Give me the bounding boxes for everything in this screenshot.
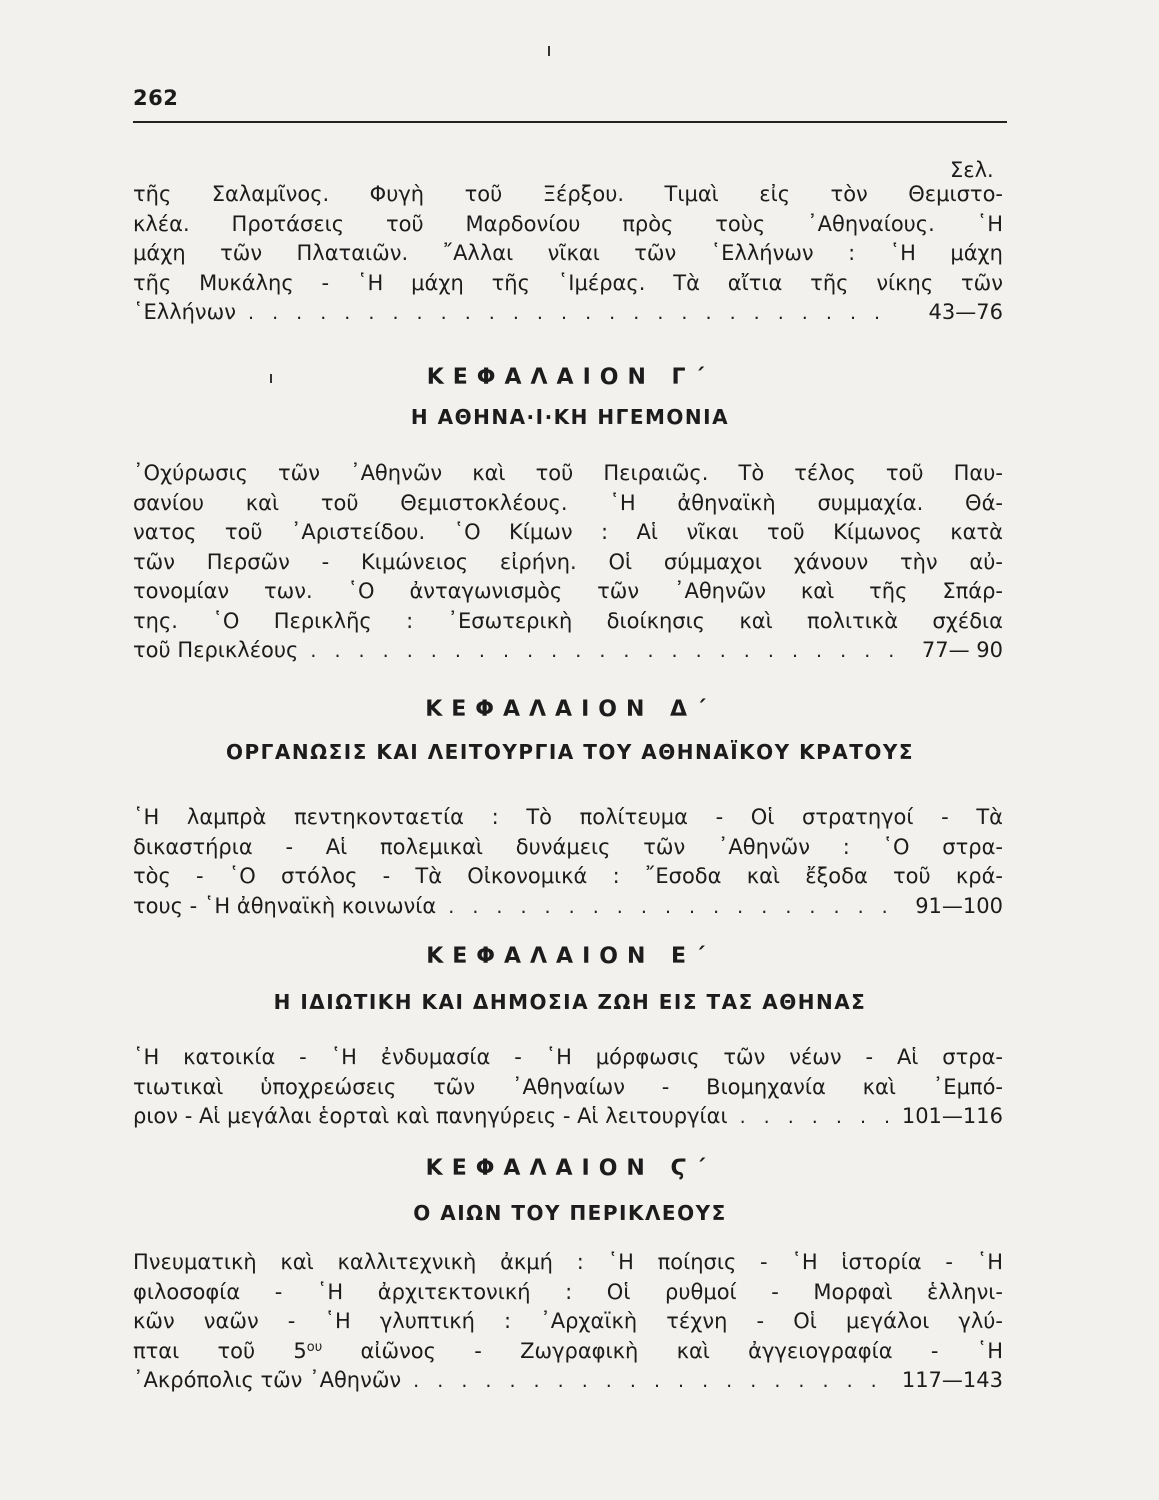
page-range: 117—143: [901, 1368, 1003, 1392]
entry-text-line: σανίου καὶ τοῦ Θεμιστοκλέους. ῾Η ἀθηναϊκὴ συμμαχία. Θά-: [133, 490, 1003, 515]
dot-leader: [413, 1367, 894, 1397]
margin-tick-mark: [548, 46, 550, 56]
toc-entry-epsilon: [133, 1043, 1003, 1132]
entry-text-line: μάχη τῶν Πλαταιῶν. ῎Αλλαι νῖκαι τῶν ῾Ελλήνων : ῾Η μάχη: [133, 241, 1003, 265]
entry-text-line: τῶν Περσῶν - Κιμώνειος εἰρήνη. Οἱ σύμμαχοι χάνουν τὴν αὐ-: [133, 549, 1003, 574]
page-range: 43—76: [928, 300, 1003, 324]
entry-text: ᾿Ακρόπολις τῶν ᾿Αθηνῶν: [133, 1368, 402, 1392]
entry-text-line: δικαστήρια - Αἱ πολεμικαὶ δυνάμεις τῶν ᾿Αθηνῶν : ῾Ο στρα-: [133, 834, 1003, 859]
entry-last-line: [133, 1366, 1003, 1396]
page-number: 262: [133, 86, 179, 110]
dot-leader: [448, 893, 895, 923]
entry-text-line: [133, 1337, 1003, 1367]
chapter-heading-stigma: ΚΕΦΑΛΑΙΟΝ Ϛ΄: [425, 1156, 715, 1181]
entry-text-line: ῾Η κατοικία - ῾Η ἐνδυμασία - ῾Η μόρφωσις τῶν νέων - Αἱ στρα-: [133, 1045, 1003, 1069]
entry-text: τους - ῾Η ἀθηναϊκὴ κοινωνία: [133, 893, 437, 918]
dot-leader: [740, 1103, 894, 1133]
entry-text-line: ῾Η λαμπρὰ πεντηκονταετία : Τὸ πολίτευμα - Οἱ στρατηγοί - Τὰ: [133, 805, 1003, 829]
dot-leader: [248, 299, 895, 329]
entry-text: αἰῶνος - Ζωγραφικὴ καὶ ἀγγειογραφία - ῾Η: [322, 1338, 1003, 1363]
entry-text: τοῦ Περικλέους: [133, 638, 299, 662]
toc-entry-continuation: [133, 180, 1003, 328]
entry-text-line: της. ῾Ο Περικλῆς : ᾿Εσωτερικὴ διοίκησις καὶ πολιτικὰ σχέδια: [133, 608, 1003, 633]
ordinal-superscript: ου: [306, 1339, 323, 1355]
page-range: 91—100: [915, 893, 1003, 918]
page-column-label: Σελ.: [950, 158, 994, 182]
entry-text-line: κλέα. Προτάσεις τοῦ Μαρδονίου πρὸς τοὺς ᾿Αθηναίους. ῾Η: [133, 211, 1003, 236]
chapter-heading-gamma: ΚΕΦΑΛΑΙΟΝ Γ΄: [426, 365, 714, 390]
entry-text: ῾Ελλήνων: [133, 300, 236, 324]
entry-text-line: τονομίαν των. ῾Ο ἀνταγωνισμὸς τῶν ᾿Αθηνῶν καὶ τῆς Σπάρ-: [133, 579, 1003, 603]
entry-text: ριον - Αἱ μεγάλαι ἑορταὶ καὶ πανηγύρεις - Αἱ λειτουργίαι: [133, 1104, 728, 1128]
entry-text-line: τὸς - ῾Ο στόλος - Τὰ Οἰκονομικά : ῎Εσοδα καὶ ἔξοδα τοῦ κρά-: [133, 864, 1003, 888]
entry-last-line: [133, 1102, 1003, 1132]
page-range: 77— 90: [921, 638, 1003, 662]
toc-entry-stigma: [133, 1248, 1003, 1396]
toc-entry-delta: [133, 803, 1003, 921]
chapter-subtitle-gamma: Η ΑΘΗΝΑ·Ι·ΚΗ ΗΓΕΜΟΝΙΑ: [410, 405, 730, 429]
entry-text-line: νατος τοῦ ᾿Αριστείδου. ῾Ο Κίμων : Αἱ νῖκαι τοῦ Κίμωνος κατὰ: [133, 520, 1003, 544]
chapter-subtitle-stigma: Ο ΑΙΩΝ ΤΟΥ ΠΕΡΙΚΛΕΟΥΣ: [413, 1201, 727, 1225]
dot-leader: [310, 637, 895, 667]
entry-last-line: [133, 298, 1003, 328]
chapter-subtitle-delta: ΟΡΓΑΝΩΣΙΣ ΚΑΙ ΛΕΙΤΟΥΡΓΙΑ ΤΟΥ ΑΘΗΝΑΪΚΟΥ ΚΡΑΤΟΥΣ: [225, 740, 915, 764]
entry-text-line: τῆς Μυκάλης - ῾Η μάχη τῆς ῾Ιμέρας. Τὰ αἴτια τῆς νίκης τῶν: [133, 270, 1003, 295]
page-range: 101—116: [901, 1104, 1003, 1128]
chapter-heading-delta: ΚΕΦΑΛΑΙΟΝ Δ΄: [425, 697, 715, 722]
entry-text-line: τῆς Σαλαμῖνος. Φυγὴ τοῦ Ξέρξου. Τιμαὶ εἰς τὸν Θεμιστο-: [133, 182, 1003, 206]
entry-text-line: Πνευματικὴ καὶ καλλιτεχνικὴ ἀκμή : ῾Η ποίησις - ῾Η ἱστορία - ῾Η: [133, 1250, 1003, 1274]
entry-text: πται τοῦ 5: [133, 1338, 307, 1363]
entry-text-line: τιωτικαὶ ὑποχρεώσεις τῶν ᾿Αθηναίων - Βιομηχανία καὶ ᾿Εμπό-: [133, 1074, 1003, 1099]
entry-text-line: ᾿Οχύρωσις τῶν ᾿Αθηνῶν καὶ τοῦ Πειραιῶς. Τὸ τέλος τοῦ Παυ-: [133, 461, 1003, 485]
entry-text-line: κῶν ναῶν - ῾Η γλυπτική : ᾿Αρχαϊκὴ τέχνη - Οἱ μεγάλοι γλύ-: [133, 1309, 1003, 1333]
entry-text-line: φιλοσοφία - ῾Η ἀρχιτεκτονική : Οἱ ρυθμοί - Μορφαὶ ἑλληνι-: [133, 1279, 1003, 1304]
toc-entry-gamma: [133, 459, 1003, 666]
chapter-heading-epsilon: ΚΕΦΑΛΑΙΟΝ Ε΄: [426, 944, 714, 969]
entry-last-line: [133, 636, 1003, 666]
entry-last-line: [133, 892, 1003, 922]
header-rule: [133, 121, 1007, 123]
chapter-subtitle-epsilon: Η ΙΔΙΩΤΙΚΗ ΚΑΙ ΔΗΜΟΣΙΑ ΖΩΗ ΕΙΣ ΤΑΣ ΑΘΗΝΑΣ: [273, 990, 867, 1014]
